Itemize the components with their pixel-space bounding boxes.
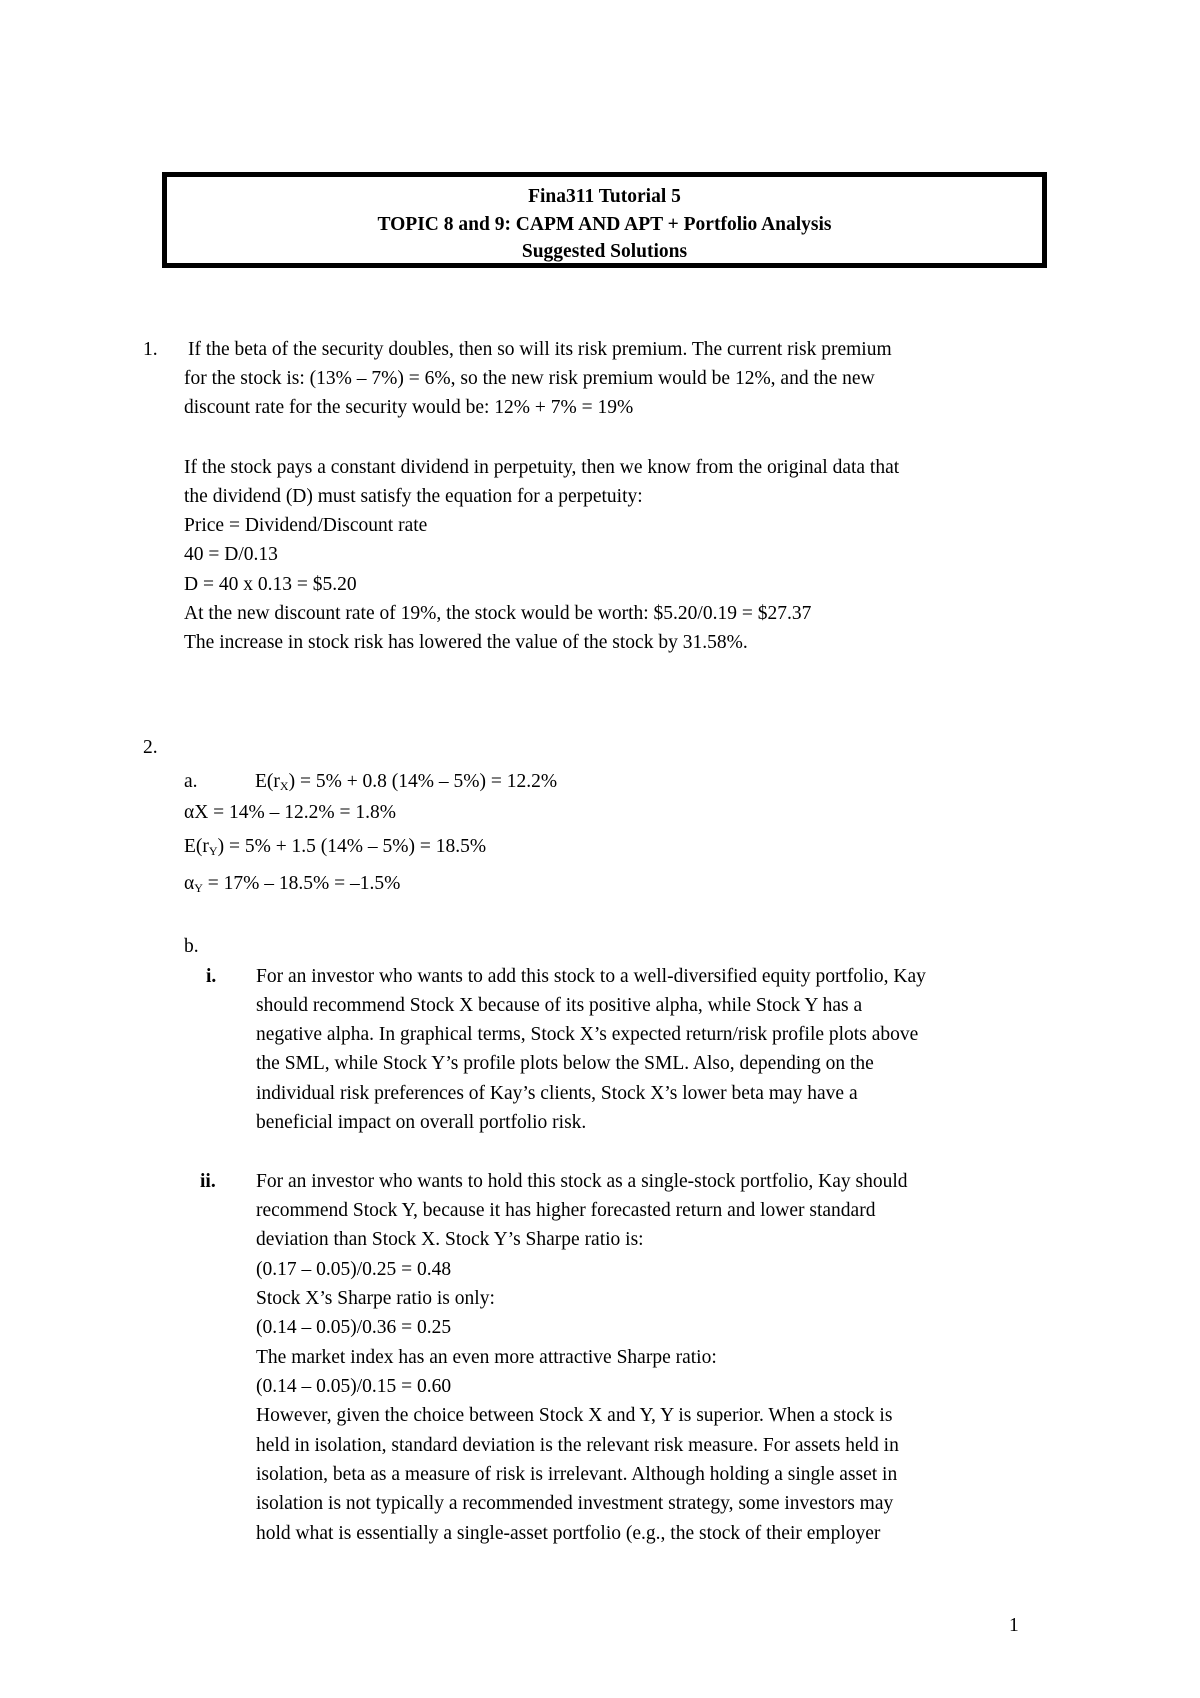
q1-number: 1.: [143, 339, 158, 360]
q1-line: 40 = D/0.13: [184, 544, 278, 565]
q2bii-line: However, given the choice between Stock X and Y, Y is superior. When a stock is: [256, 1405, 893, 1426]
q1-line: the dividend (D) must satisfy the equation for a perpetuity:: [184, 486, 643, 507]
q1-line: Price = Dividend/Discount rate: [184, 515, 428, 536]
q2bii-line: held in isolation, standard deviation is the relevant risk measure. For assets held in: [256, 1435, 899, 1456]
q2bii-line: isolation is not typically a recommended investment strategy, some investors may: [256, 1493, 894, 1514]
q2bii-line: (0.17 – 0.05)/0.25 = 0.48: [256, 1259, 452, 1280]
q2a-label: a.: [184, 771, 198, 792]
q2bii-line: hold what is essentially a single-asset portfolio (e.g., the stock of their employer: [256, 1523, 881, 1544]
q2bi-line: individual risk preferences of Kay’s clients, Stock X’s lower beta may have a: [256, 1083, 858, 1104]
q2bi-line: For an investor who wants to add this stock to a well-diversified equity portfolio, Kay: [256, 966, 926, 987]
q2bii-line: Stock X’s Sharpe ratio is only:: [256, 1288, 495, 1309]
document-title: Fina311 Tutorial 5: [528, 186, 681, 207]
page-number: 1: [1009, 1615, 1019, 1636]
q1-line: If the stock pays a constant dividend in perpetuity, then we know from the original data that: [184, 457, 900, 478]
q1-line: At the new discount rate of 19%, the stock would be worth: $5.20/0.19 = $27.37: [184, 603, 812, 624]
document-subtitle: Suggested Solutions: [521, 241, 688, 262]
q2bi-line: negative alpha. In graphical terms, Stock X’s expected return/risk profile plots above: [256, 1024, 919, 1045]
q2a-equation-1: $E(r_X) = 5\% + 0.8$ (14% – 5%) = 12.2%: [255, 771, 558, 793]
q2bii-line: recommend Stock Y, because it has higher forecasted return and lower standard: [256, 1200, 876, 1221]
q2b-label: b.: [184, 936, 199, 957]
q1-line: discount rate for the security would be: 12% + 7% = 19%: [184, 397, 634, 418]
q2bii-line: The market index has an even more attractive Sharpe ratio:: [256, 1347, 717, 1368]
q2a-equation-2: αX = 14% – 12.2% = 1.8%: [184, 802, 397, 823]
q2a-equation-4: $\alpha_Y = 17\% - 18.5\% = -1.5\%$: [184, 873, 401, 895]
q2bii-line: deviation than Stock X. Stock Y’s Sharpe ratio is:: [256, 1229, 644, 1250]
q1-line: If the beta of the security doubles, then so will its risk premium. The current risk premium: [188, 339, 892, 360]
q1-line: D = 40 x 0.13 = $5.20: [184, 574, 357, 595]
q2bi-line: should recommend Stock X because of its positive alpha, while Stock Y has a: [256, 995, 863, 1016]
q2bii-line: isolation, beta as a measure of risk is irrelevant. Although holding a single asset in: [256, 1464, 898, 1485]
title-box: [162, 172, 1047, 268]
q2bi-line: beneficial impact on overall portfolio risk.: [256, 1112, 587, 1133]
q2bi-line: the SML, while Stock Y’s profile plots below the SML. Also, depending on the: [256, 1053, 874, 1074]
q1-line: The increase in stock risk has lowered the value of the stock by 31.58%.: [184, 632, 748, 653]
q2bii-line: (0.14 – 0.05)/0.15 = 0.60: [256, 1376, 452, 1397]
q2bii-line: (0.14 – 0.05)/0.36 = 0.25: [256, 1317, 452, 1338]
document-topic: TOPIC 8 and 9: CAPM AND APT + Portfolio Analysis: [377, 213, 832, 235]
q2bii-label: ii.: [200, 1171, 216, 1192]
q2bii-line: For an investor who wants to hold this stock as a single-stock portfolio, Kay should: [256, 1171, 908, 1192]
q2-number: 2.: [143, 737, 158, 758]
q2bi-label: i.: [206, 966, 217, 987]
q1-line: for the stock is: (13% – 7%) = 6%, so the new risk premium would be 12%, and the new: [184, 368, 875, 389]
q2a-equation-3: $E(r_Y) = 5\% + 1.5$ (14% – 5%) = 18.5%: [184, 836, 487, 858]
